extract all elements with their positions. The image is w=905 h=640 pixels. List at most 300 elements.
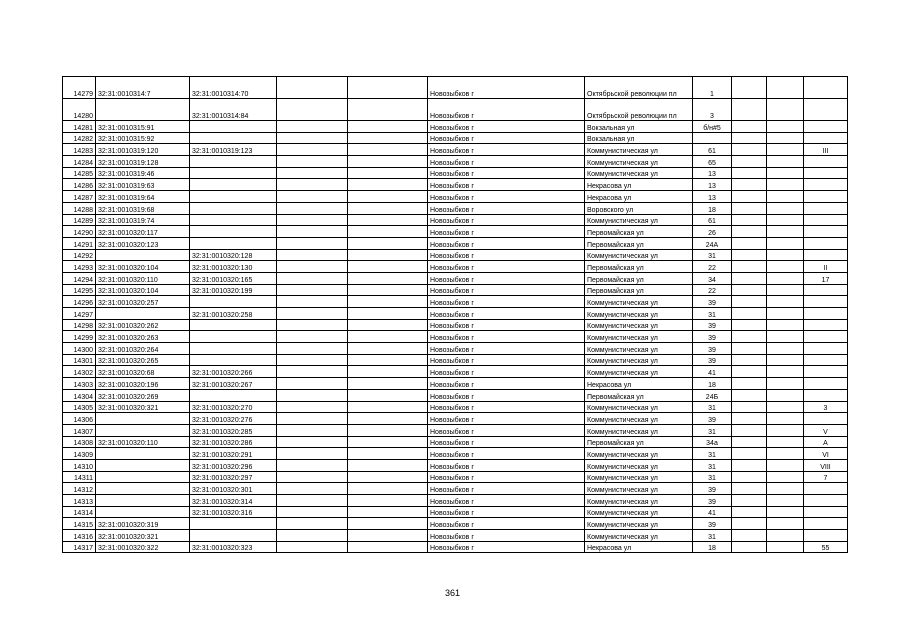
cell-empty	[767, 226, 804, 238]
cell-unit	[804, 121, 848, 133]
table-row	[63, 121, 848, 133]
table-row	[63, 167, 848, 179]
cell-street: Коммунистическая ул	[585, 296, 693, 308]
cell-cadastral-number-1: 32:31:0010320:319	[96, 518, 190, 530]
cell-locality: Новозыбков г	[428, 272, 585, 284]
cell-cadastral-number-2: 32:31:0010314:70	[190, 77, 277, 99]
cell-cadastral-number-1: 32:31:0010320:104	[96, 261, 190, 273]
cell-record-number: 14282	[63, 132, 96, 144]
cell-cadastral-number-1: 32:31:0010320:104	[96, 284, 190, 296]
cell-cadastral-number-1: 32:31:0010319:74	[96, 214, 190, 226]
cell-empty	[348, 518, 428, 530]
cell-cadastral-number-2: 32:31:0010320:285	[190, 424, 277, 436]
cell-street: Коммунистическая ул	[585, 424, 693, 436]
cell-empty	[348, 167, 428, 179]
cell-cadastral-number-2: 32:31:0010320:314	[190, 495, 277, 507]
cell-empty	[348, 459, 428, 471]
cell-empty	[767, 413, 804, 425]
cell-empty	[732, 132, 767, 144]
cell-house-number: 61	[693, 214, 732, 226]
cell-street: Коммунистическая ул	[585, 530, 693, 542]
cell-house-number: 39	[693, 495, 732, 507]
cell-house-number: 13	[693, 191, 732, 203]
table-row	[63, 343, 848, 355]
cell-empty	[732, 249, 767, 261]
cell-empty	[348, 202, 428, 214]
cell-empty	[767, 237, 804, 249]
cell-cadastral-number-1: 32:31:0010319:64	[96, 191, 190, 203]
cell-unit	[804, 191, 848, 203]
table-row	[63, 99, 848, 121]
cell-locality: Новозыбков г	[428, 249, 585, 261]
cell-record-number: 14304	[63, 389, 96, 401]
cell-house-number: 34	[693, 272, 732, 284]
cell-locality: Новозыбков г	[428, 319, 585, 331]
cell-cadastral-number-2: 32:31:0010320:276	[190, 413, 277, 425]
cell-unit: 7	[804, 471, 848, 483]
cell-empty	[732, 237, 767, 249]
cell-cadastral-number-1: 32:31:0010315:92	[96, 132, 190, 144]
cell-house-number: 22	[693, 261, 732, 273]
cell-empty	[348, 413, 428, 425]
cell-empty	[348, 156, 428, 168]
cell-locality: Новозыбков г	[428, 459, 585, 471]
table-row	[63, 378, 848, 390]
cell-cadastral-number-1: 32:31:0010315:91	[96, 121, 190, 133]
cell-empty	[732, 483, 767, 495]
table-row	[63, 144, 848, 156]
cell-empty	[732, 530, 767, 542]
cell-record-number: 14289	[63, 214, 96, 226]
cell-house-number: 39	[693, 354, 732, 366]
cell-empty	[348, 144, 428, 156]
cell-empty	[277, 424, 348, 436]
cell-empty	[348, 284, 428, 296]
cell-house-number: 39	[693, 343, 732, 355]
cell-unit: 55	[804, 541, 848, 553]
cell-empty	[732, 471, 767, 483]
cell-unit	[804, 366, 848, 378]
cell-record-number: 14292	[63, 249, 96, 261]
cell-cadastral-number-2: 32:31:0010320:297	[190, 471, 277, 483]
cell-cadastral-number-2: 32:31:0010320:267	[190, 378, 277, 390]
cell-house-number: 39	[693, 518, 732, 530]
table-row	[63, 261, 848, 273]
register-body	[63, 77, 848, 553]
cell-locality: Новозыбков г	[428, 77, 585, 99]
cell-empty	[732, 436, 767, 448]
cell-street: Коммунистическая ул	[585, 354, 693, 366]
cell-empty	[348, 272, 428, 284]
table-row	[63, 541, 848, 553]
cell-cadastral-number-2	[190, 214, 277, 226]
cell-unit	[804, 319, 848, 331]
cell-record-number: 14313	[63, 495, 96, 507]
cell-cadastral-number-1: 32:31:0010320:257	[96, 296, 190, 308]
cell-empty	[767, 541, 804, 553]
cell-cadastral-number-1: 32:31:0010320:264	[96, 343, 190, 355]
cell-empty	[767, 308, 804, 320]
cell-empty	[348, 77, 428, 99]
cell-record-number: 14316	[63, 530, 96, 542]
cell-house-number: 22	[693, 284, 732, 296]
table-row	[63, 272, 848, 284]
cell-empty	[732, 179, 767, 191]
cell-empty	[767, 389, 804, 401]
cell-empty	[277, 237, 348, 249]
cell-house-number: 39	[693, 483, 732, 495]
cell-record-number: 14311	[63, 471, 96, 483]
table-row	[63, 424, 848, 436]
cell-unit: VI	[804, 448, 848, 460]
cell-cadastral-number-2	[190, 156, 277, 168]
cell-cadastral-number-2	[190, 121, 277, 133]
cell-empty	[732, 214, 767, 226]
cell-cadastral-number-2	[190, 226, 277, 238]
cell-empty	[767, 272, 804, 284]
cell-locality: Новозыбков г	[428, 167, 585, 179]
cell-locality: Новозыбков г	[428, 226, 585, 238]
cell-cadastral-number-1	[96, 459, 190, 471]
cell-cadastral-number-2	[190, 202, 277, 214]
cell-locality: Новозыбков г	[428, 132, 585, 144]
cell-locality: Новозыбков г	[428, 214, 585, 226]
cell-cadastral-number-1: 32:31:0010320:265	[96, 354, 190, 366]
cell-cadastral-number-1	[96, 471, 190, 483]
cell-empty	[732, 167, 767, 179]
cell-record-number: 14301	[63, 354, 96, 366]
cell-locality: Новозыбков г	[428, 518, 585, 530]
cell-cadastral-number-1: 32:31:0010320:263	[96, 331, 190, 343]
cell-street: Коммунистическая ул	[585, 343, 693, 355]
table-row	[63, 518, 848, 530]
cell-empty	[732, 401, 767, 413]
cell-record-number: 14284	[63, 156, 96, 168]
cell-record-number: 14312	[63, 483, 96, 495]
cell-empty	[277, 99, 348, 121]
table-row	[63, 249, 848, 261]
cell-empty	[767, 483, 804, 495]
cell-locality: Новозыбков г	[428, 495, 585, 507]
table-row	[63, 331, 848, 343]
cell-cadastral-number-1: 32:31:0010320:196	[96, 378, 190, 390]
cell-record-number: 14279	[63, 77, 96, 99]
cell-unit: А	[804, 436, 848, 448]
cell-unit	[804, 495, 848, 507]
cell-cadastral-number-1: 32:31:0010319:120	[96, 144, 190, 156]
cell-empty	[732, 413, 767, 425]
cell-cadastral-number-1: 32:31:0010320:321	[96, 530, 190, 542]
cell-empty	[767, 436, 804, 448]
cell-cadastral-number-2: 32:31:0010320:270	[190, 401, 277, 413]
cell-locality: Новозыбков г	[428, 366, 585, 378]
cell-empty	[348, 237, 428, 249]
cell-cadastral-number-2: 32:31:0010320:199	[190, 284, 277, 296]
cell-empty	[732, 506, 767, 518]
cell-empty	[348, 249, 428, 261]
cell-empty	[767, 144, 804, 156]
cell-street: Первомайская ул	[585, 261, 693, 273]
cell-empty	[767, 202, 804, 214]
cell-empty	[767, 191, 804, 203]
cell-house-number: 31	[693, 448, 732, 460]
cell-empty	[348, 296, 428, 308]
cell-unit	[804, 132, 848, 144]
cell-empty	[277, 261, 348, 273]
cell-empty	[732, 424, 767, 436]
cell-cadastral-number-1	[96, 249, 190, 261]
cell-record-number: 14315	[63, 518, 96, 530]
cell-street: Коммунистическая ул	[585, 249, 693, 261]
cell-empty	[348, 530, 428, 542]
cell-street: Коммунистическая ул	[585, 401, 693, 413]
cell-house-number: 18	[693, 541, 732, 553]
cell-empty	[277, 530, 348, 542]
cell-cadastral-number-1: 32:31:0010320:321	[96, 401, 190, 413]
cell-record-number: 14291	[63, 237, 96, 249]
cell-cadastral-number-1	[96, 413, 190, 425]
cell-empty	[732, 272, 767, 284]
cell-house-number: 41	[693, 506, 732, 518]
cell-cadastral-number-1: 32:31:0010320:322	[96, 541, 190, 553]
table-row	[63, 459, 848, 471]
cell-empty	[767, 506, 804, 518]
cell-cadastral-number-1: 32:31:0010319:46	[96, 167, 190, 179]
cell-empty	[732, 308, 767, 320]
cell-empty	[767, 261, 804, 273]
cell-street: Вокзальная ул	[585, 121, 693, 133]
cell-empty	[767, 331, 804, 343]
cell-locality: Новозыбков г	[428, 296, 585, 308]
cell-record-number: 14280	[63, 99, 96, 121]
cell-house-number: 39	[693, 319, 732, 331]
cell-street: Коммунистическая ул	[585, 506, 693, 518]
cell-unit	[804, 226, 848, 238]
cell-empty	[277, 167, 348, 179]
cell-locality: Новозыбков г	[428, 121, 585, 133]
cell-cadastral-number-2	[190, 518, 277, 530]
cell-street: Коммунистическая ул	[585, 144, 693, 156]
cell-cadastral-number-2: 32:31:0010320:316	[190, 506, 277, 518]
cell-street: Некрасова ул	[585, 191, 693, 203]
cell-record-number: 14281	[63, 121, 96, 133]
table-row	[63, 448, 848, 460]
cell-cadastral-number-1	[96, 495, 190, 507]
cell-empty	[277, 272, 348, 284]
cell-house-number: 18	[693, 202, 732, 214]
cell-street: Первомайская ул	[585, 389, 693, 401]
cell-record-number: 14290	[63, 226, 96, 238]
cell-empty	[277, 506, 348, 518]
table-row	[63, 483, 848, 495]
cell-empty	[732, 518, 767, 530]
register-sheet	[62, 76, 848, 553]
cell-empty	[732, 121, 767, 133]
cell-cadastral-number-2	[190, 343, 277, 355]
cell-street: Коммунистическая ул	[585, 448, 693, 460]
cell-empty	[348, 214, 428, 226]
cell-empty	[348, 121, 428, 133]
cell-empty	[732, 343, 767, 355]
cell-empty	[767, 354, 804, 366]
cell-locality: Новозыбков г	[428, 237, 585, 249]
cell-empty	[348, 495, 428, 507]
cell-record-number: 14307	[63, 424, 96, 436]
cell-house-number: 41	[693, 366, 732, 378]
cell-house-number	[693, 132, 732, 144]
cell-empty	[732, 495, 767, 507]
table-row	[63, 156, 848, 168]
cell-locality: Новозыбков г	[428, 401, 585, 413]
cell-empty	[732, 459, 767, 471]
cell-house-number: 31	[693, 471, 732, 483]
cell-record-number: 14298	[63, 319, 96, 331]
cell-empty	[767, 132, 804, 144]
cell-record-number: 14309	[63, 448, 96, 460]
cell-unit	[804, 167, 848, 179]
cell-empty	[348, 389, 428, 401]
cell-cadastral-number-2: 32:31:0010319:123	[190, 144, 277, 156]
cell-empty	[277, 401, 348, 413]
cell-empty	[732, 156, 767, 168]
cell-empty	[348, 343, 428, 355]
cell-street: Коммунистическая ул	[585, 483, 693, 495]
cell-unit: 3	[804, 401, 848, 413]
cell-empty	[767, 495, 804, 507]
cell-street: Коммунистическая ул	[585, 413, 693, 425]
cell-house-number: 39	[693, 296, 732, 308]
table-row	[63, 237, 848, 249]
table-row	[63, 530, 848, 542]
cell-street: Коммунистическая ул	[585, 214, 693, 226]
cell-street: Первомайская ул	[585, 272, 693, 284]
cell-house-number: 39	[693, 413, 732, 425]
cell-cadastral-number-1	[96, 506, 190, 518]
table-row	[63, 389, 848, 401]
cell-unit: 17	[804, 272, 848, 284]
cell-cadastral-number-1	[96, 308, 190, 320]
cell-street: Первомайская ул	[585, 226, 693, 238]
cell-street: Коммунистическая ул	[585, 167, 693, 179]
cell-house-number: 31	[693, 401, 732, 413]
cell-empty	[348, 448, 428, 460]
cell-record-number: 14306	[63, 413, 96, 425]
cell-street: Коммунистическая ул	[585, 366, 693, 378]
cell-empty	[348, 541, 428, 553]
cell-empty	[348, 506, 428, 518]
cell-empty	[767, 284, 804, 296]
cell-empty	[732, 144, 767, 156]
cell-unit: III	[804, 144, 848, 156]
cell-empty	[732, 354, 767, 366]
cell-cadastral-number-2	[190, 354, 277, 366]
cell-empty	[277, 284, 348, 296]
cell-record-number: 14297	[63, 308, 96, 320]
cell-locality: Новозыбков г	[428, 202, 585, 214]
cell-house-number: 31	[693, 249, 732, 261]
cell-unit	[804, 99, 848, 121]
cell-house-number: 3	[693, 99, 732, 121]
cell-cadastral-number-2	[190, 237, 277, 249]
cell-locality: Новозыбков г	[428, 156, 585, 168]
cell-empty	[348, 354, 428, 366]
cell-empty	[767, 214, 804, 226]
cell-cadastral-number-1	[96, 99, 190, 121]
cell-unit: II	[804, 261, 848, 273]
page-number: 361	[444, 588, 461, 598]
cell-cadastral-number-2: 32:31:0010320:130	[190, 261, 277, 273]
cell-unit	[804, 284, 848, 296]
cell-record-number: 14294	[63, 272, 96, 284]
cell-cadastral-number-1: 32:31:0010320:110	[96, 272, 190, 284]
cell-street: Коммунистическая ул	[585, 518, 693, 530]
cell-empty	[277, 471, 348, 483]
cell-empty	[348, 308, 428, 320]
cell-street: Коммунистическая ул	[585, 459, 693, 471]
cell-cadastral-number-1: 32:31:0010320:117	[96, 226, 190, 238]
cell-empty	[348, 261, 428, 273]
table-row	[63, 401, 848, 413]
cell-unit	[804, 156, 848, 168]
cell-house-number: 61	[693, 144, 732, 156]
cell-empty	[767, 378, 804, 390]
cell-empty	[732, 202, 767, 214]
cell-house-number: 65	[693, 156, 732, 168]
cell-locality: Новозыбков г	[428, 99, 585, 121]
cell-unit: V	[804, 424, 848, 436]
cell-empty	[767, 296, 804, 308]
table-row	[63, 506, 848, 518]
cell-record-number: 14299	[63, 331, 96, 343]
cell-empty	[348, 191, 428, 203]
cell-locality: Новозыбков г	[428, 530, 585, 542]
cell-empty	[767, 366, 804, 378]
cell-empty	[767, 530, 804, 542]
cell-empty	[277, 214, 348, 226]
cell-unit	[804, 378, 848, 390]
cell-locality: Новозыбков г	[428, 343, 585, 355]
cell-house-number: 18	[693, 378, 732, 390]
table-row	[63, 413, 848, 425]
cell-cadastral-number-2	[190, 167, 277, 179]
cell-record-number: 14314	[63, 506, 96, 518]
cell-empty	[277, 191, 348, 203]
cell-street: Первомайская ул	[585, 284, 693, 296]
cell-record-number: 14317	[63, 541, 96, 553]
cell-empty	[277, 483, 348, 495]
cell-unit	[804, 308, 848, 320]
cell-cadastral-number-2	[190, 389, 277, 401]
cell-record-number: 14303	[63, 378, 96, 390]
cell-street: Некрасова ул	[585, 378, 693, 390]
cell-unit	[804, 331, 848, 343]
cell-locality: Новозыбков г	[428, 483, 585, 495]
table-row	[63, 77, 848, 99]
table-row	[63, 308, 848, 320]
table-row	[63, 214, 848, 226]
cell-house-number: б/н#5	[693, 121, 732, 133]
cell-street: Воровского ул	[585, 202, 693, 214]
cell-empty	[732, 77, 767, 99]
cell-cadastral-number-2: 32:31:0010320:286	[190, 436, 277, 448]
cell-locality: Новозыбков г	[428, 378, 585, 390]
cell-empty	[348, 401, 428, 413]
cell-cadastral-number-2: 32:31:0010314:84	[190, 99, 277, 121]
table-row	[63, 179, 848, 191]
cell-empty	[277, 343, 348, 355]
cell-empty	[277, 308, 348, 320]
cell-unit	[804, 202, 848, 214]
